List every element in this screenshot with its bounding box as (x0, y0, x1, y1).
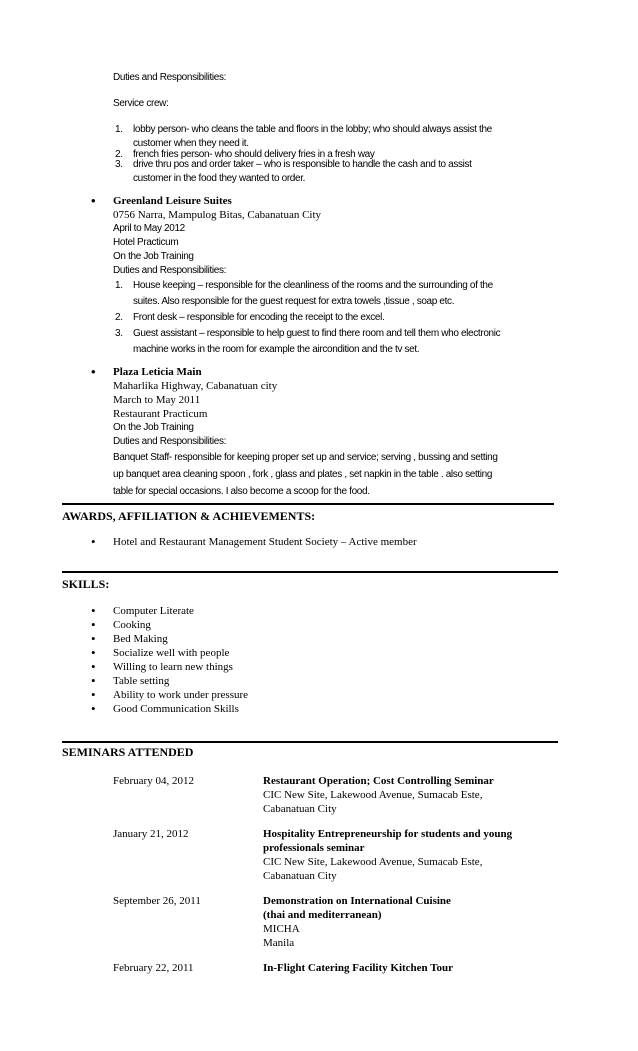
seminar-detail: Cabanatuan City (263, 870, 337, 882)
seminar-entry (263, 894, 451, 950)
plaza-duties-line: up banquet area cleaning spoon , fork , glass and plates , set napkin in the table . also setting (113, 469, 493, 480)
list-item: • Bed Making (113, 632, 248, 646)
greenland-address: 0756 Narra, Mampulog Bitas, Cabanatuan City (113, 209, 322, 221)
skills-heading: SKILLS: (62, 577, 110, 591)
skills-list (113, 604, 248, 716)
list-item: • Willing to learn new things (113, 660, 248, 674)
seminar-date: September 26, 2011 (113, 895, 201, 907)
greenland-section (113, 194, 500, 358)
seminar-date: January 21, 2012 (113, 828, 189, 840)
plaza-section (113, 365, 498, 500)
seminar-detail: CIC New Site, Lakewood Avenue, Sumacab Este, (263, 856, 483, 868)
section-divider (62, 503, 554, 505)
list-item: 2. Front desk – responsible for encoding the receipt to the excel. (115, 312, 385, 323)
seminar-detail: Cabanatuan City (263, 803, 337, 815)
plaza-duties-line: table for special occasions. I also become a scoop for the food. (113, 486, 370, 497)
list-item: • Cooking (113, 618, 248, 632)
seminars-heading: SEMINARS ATTENDED (62, 745, 194, 759)
service-crew-list (115, 123, 492, 186)
seminar-title: Hospitality Entrepreneurship for students and young (263, 828, 513, 840)
awards-heading: AWARDS, AFFILIATION & ACHIEVEMENTS: (62, 509, 316, 523)
seminar-date: February 22, 2011 (113, 962, 194, 974)
greenland-duties-heading: Duties and Responsibilities: (113, 265, 227, 276)
list-item: • Socialize well with people (113, 646, 248, 660)
plaza-training: On the Job Training (113, 422, 194, 433)
seminar-detail: MICHA (263, 923, 300, 935)
seminar-detail: Manila (263, 937, 295, 949)
list-item: 3. Guest assistant – responsible to help guest to find there room and tell them who electronic machine works in the room for example the aircondition and the tv set. (115, 328, 501, 355)
greenland-type: Hotel Practicum (113, 237, 179, 248)
plaza-address: Maharlika Highway, Cabanatuan city (113, 380, 278, 392)
plaza-period: March to May 2011 (113, 394, 201, 406)
awards-list (113, 535, 417, 549)
list-item: • Good Communication Skills (113, 702, 248, 716)
seminar-title: professionals seminar (263, 842, 365, 854)
list-item: • Computer Literate (113, 604, 248, 618)
list-item: 1. lobby person- who cleans the table and floors in the lobby; who should always assist the customer when they need it. (115, 124, 492, 149)
greenland-period: April to May 2012 (113, 223, 185, 234)
list-item: 1. House keeping – responsible for the cleanliness of the rooms and the surrounding of the suites. Also responsible for the guest request for extra towels ,tissue , soap etc. (115, 280, 493, 307)
list-item: • Ability to work under pressure (113, 688, 248, 702)
list-item: 3. drive thru pos and order taker – who is responsible to handle the cash and to assist customer in the food they wanted to order. (115, 159, 472, 184)
seminar-date: February 04, 2012 (113, 775, 194, 787)
seminar-title: Restaurant Operation; Cost Controlling Seminar (263, 775, 494, 787)
list-item: • Table setting (113, 674, 248, 688)
seminar-title: In-Flight Catering Facility Kitchen Tour (263, 962, 454, 974)
greenland-training: On the Job Training (113, 251, 194, 262)
seminar-entry (263, 774, 494, 816)
greenland-name: • Greenland Leisure Suites (113, 194, 500, 208)
list-item: • Hotel and Restaurant Management Student Society – Active member (113, 535, 417, 549)
service-crew-label: Service crew: (113, 98, 169, 109)
seminar-title: Demonstration on International Cuisine (263, 895, 451, 907)
section-divider (62, 741, 558, 743)
plaza-type: Restaurant Practicum (113, 408, 208, 420)
duties-heading: Duties and Responsibilities: (113, 72, 227, 83)
section-divider (62, 571, 558, 573)
plaza-name: • Plaza Leticia Main (113, 365, 498, 379)
plaza-duties-line: Banquet Staff- responsible for keeping proper set up and service; serving , bussing and setting (113, 452, 498, 463)
plaza-duties-heading: Duties and Responsibilities: (113, 436, 227, 447)
seminar-detail: CIC New Site, Lakewood Avenue, Sumacab Este, (263, 789, 483, 801)
seminar-entry (263, 827, 512, 883)
seminar-title: (thai and mediterranean) (263, 909, 382, 921)
list-item: 2. french fries person- who should delivery fries in a fresh way (115, 149, 375, 160)
seminar-entry (263, 961, 453, 975)
